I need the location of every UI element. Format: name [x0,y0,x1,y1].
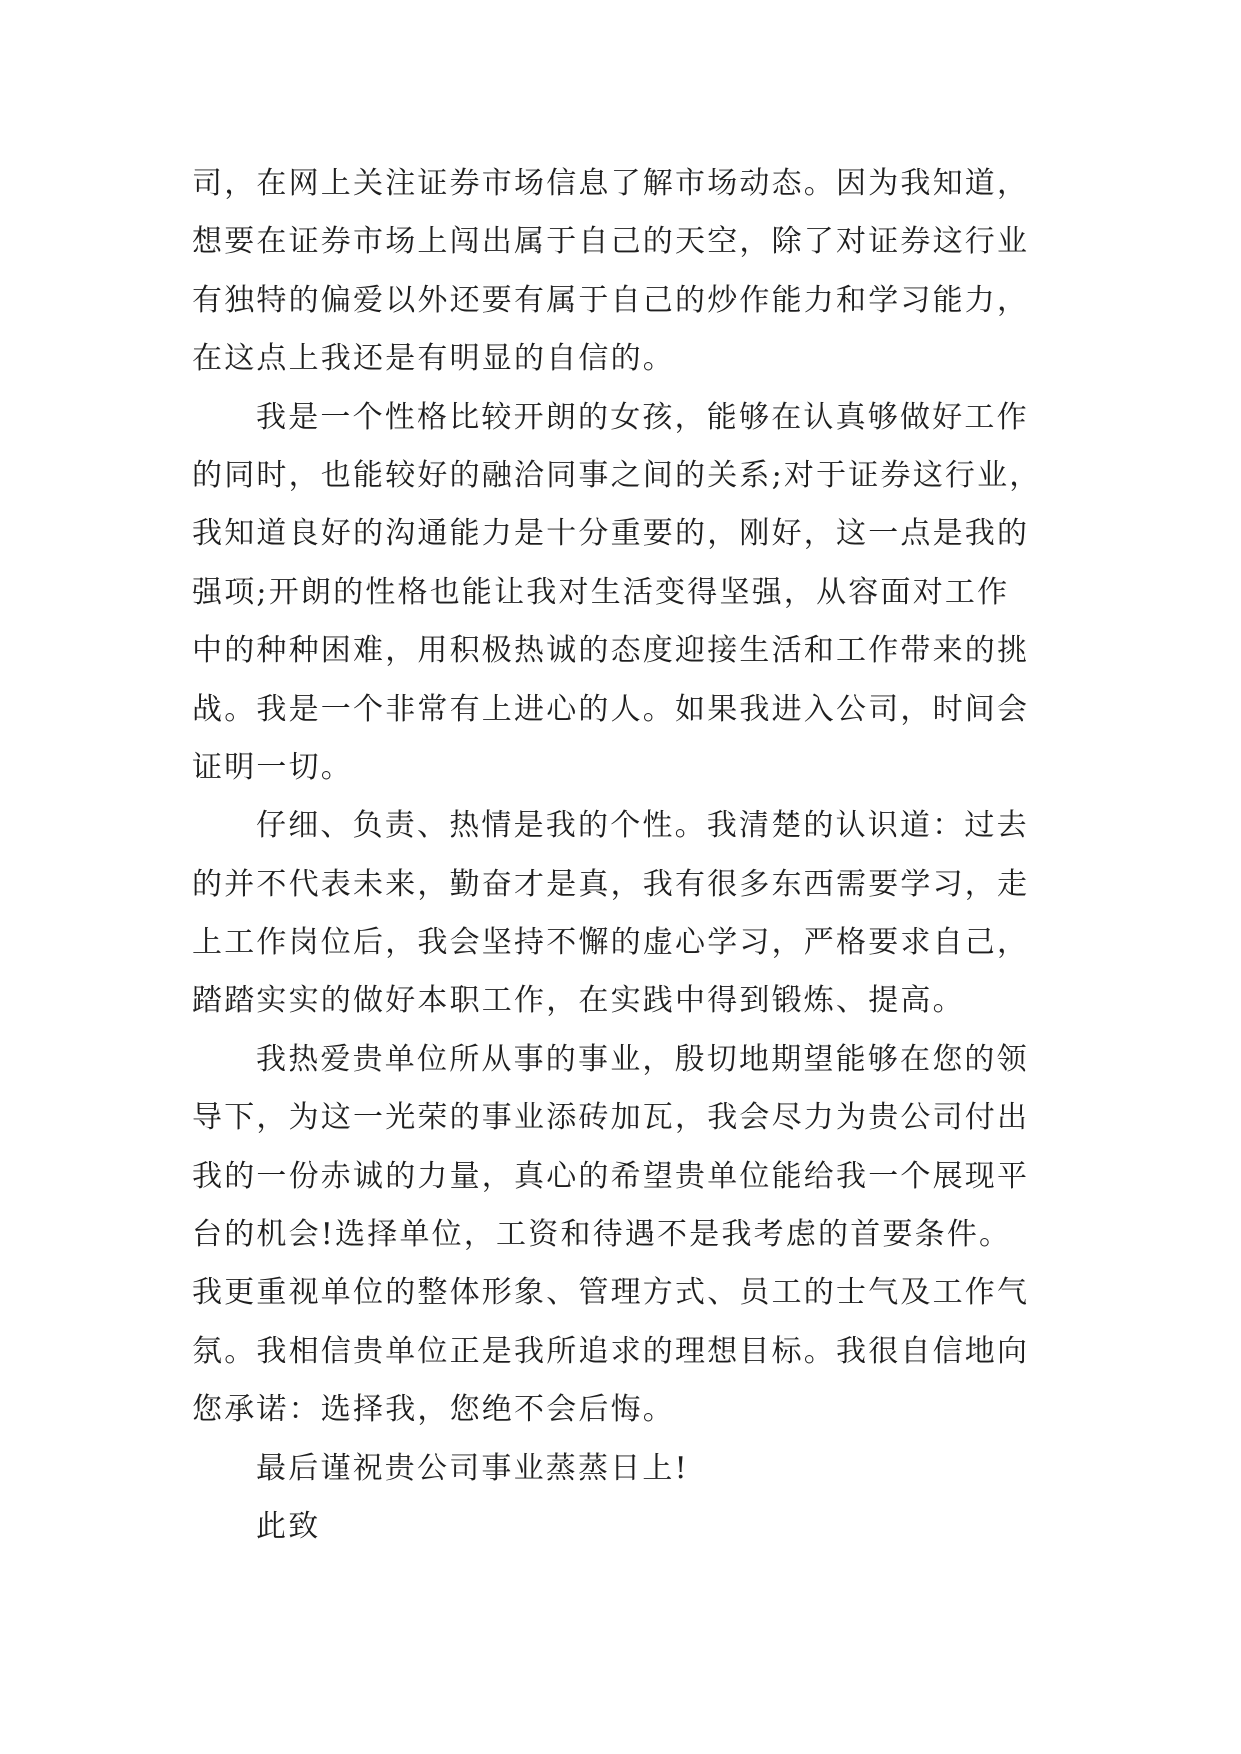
paragraph-start-line: 我是一个性格比较开朗的女孩，能够在认真够做好工作 [256,399,1029,435]
text-line: 证明一切。 [192,749,353,785]
paragraph-start-line: 我热爱贵单位所从事的事业，殷切地期望能够在您的领 [256,1041,1029,1077]
text-line: 氛。我相信贵单位正是我所追求的理想目标。我很自信地向 [192,1333,1030,1369]
text-line: 我更重视单位的整体形象、管理方式、员工的士气及工作气 [192,1275,1030,1311]
text-line: 想要在证券市场上闯出属于自己的天空，除了对证券这行业 [192,224,1030,260]
text-line: 台的机会!选择单位，工资和待遇不是我考虑的首要条件。 [192,1217,1012,1253]
text-line: 您承诺：选择我，您绝不会后悔。 [192,1392,675,1428]
text-line: 的同时，也能较好的融洽同事之间的关系;对于证券这行业， [192,457,1042,493]
text-line: 有独特的偏爱以外还要有属于自己的炒作能力和学习能力， [192,282,1030,318]
closing-wish-line: 最后谨祝贵公司事业蒸蒸日上! [256,1450,689,1486]
text-line: 上工作岗位后，我会坚持不懈的虚心学习，严格要求自己， [192,925,1030,961]
text-line: 强项;开朗的性格也能让我对生活变得坚强，从容面对工作 [192,574,1010,610]
letter-body [192,155,1072,1556]
paragraph-start-line: 仔细、负责、热情是我的个性。我清楚的认识道：过去 [256,808,1029,844]
text-line: 导下，为这一光荣的事业添砖加瓦，我会尽力为贵公司付出 [192,1100,1030,1136]
text-line: 踏踏实实的做好本职工作，在实践中得到锻炼、提高。 [192,983,965,1019]
text-line: 在这点上我还是有明显的自信的。 [192,341,675,377]
text-line: 我的一份赤诚的力量，真心的希望贵单位能给我一个展现平 [192,1158,1030,1194]
text-line: 的并不代表未来，勤奋才是真，我有很多东西需要学习，走 [192,866,1030,902]
text-line: 我知道良好的沟通能力是十分重要的，刚好，这一点是我的 [192,516,1030,552]
text-line: 中的种种困难，用积极热诚的态度迎接生活和工作带来的挑 [192,633,1030,669]
text-line: 司，在网上关注证券市场信息了解市场动态。因为我知道， [192,166,1030,201]
text-line: 战。我是一个非常有上进心的人。如果我进入公司，时间会 [192,691,1030,727]
salutation-line: 此致 [256,1508,321,1544]
